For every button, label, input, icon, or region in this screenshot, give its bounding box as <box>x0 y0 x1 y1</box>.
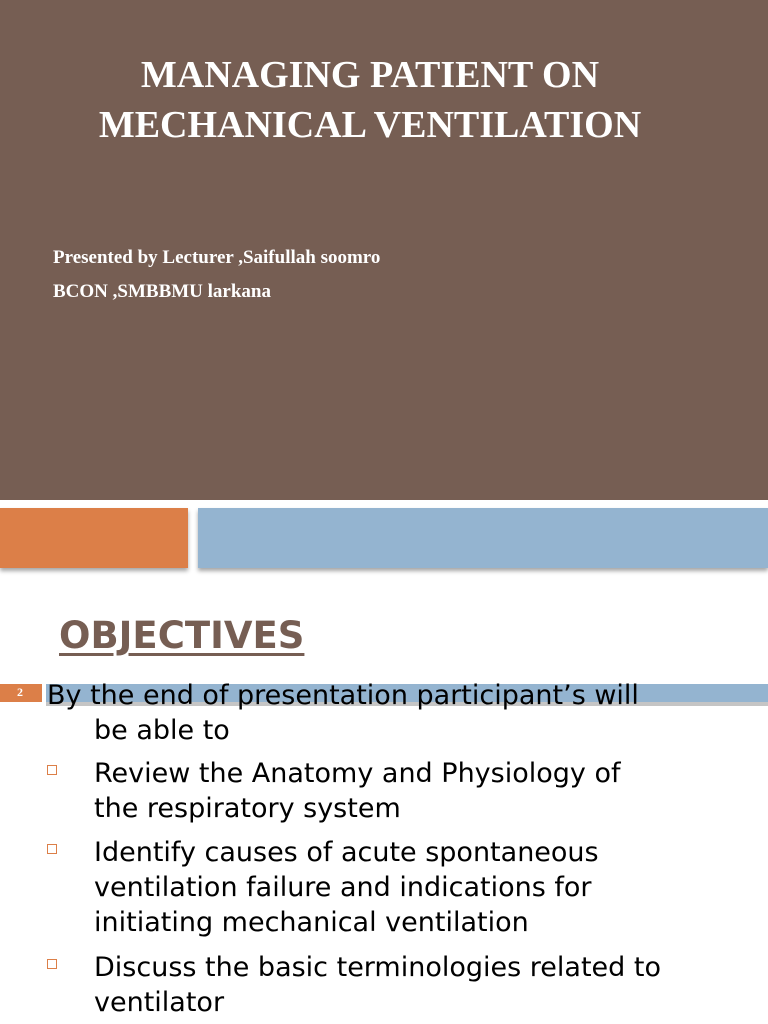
objectives-heading: OBJECTIVES <box>59 614 305 657</box>
presenter-text: Presented by Lecturer ,Saifullah soomro <box>53 247 381 268</box>
objective-2-line-3: initiating mechanical ventilation <box>94 907 529 938</box>
slide-number: 2 <box>17 685 23 699</box>
bullet-icon <box>47 765 57 775</box>
objective-1-line-1: Review the Anatomy and Physiology of <box>94 758 621 789</box>
bullet-icon <box>47 844 57 854</box>
bullet-icon <box>47 959 57 969</box>
objective-3-line-1: Discuss the basic terminologies related to <box>94 952 661 983</box>
intro-line-1: By the end of presentation participant’s will <box>47 680 639 711</box>
title-line-1: MANAGING PATIENT ON <box>140 54 600 96</box>
objective-2-line-2: ventilation failure and indications for <box>94 872 592 903</box>
blue-accent-bar <box>198 508 768 568</box>
orange-accent-bar <box>0 508 188 568</box>
objective-3-line-2: ventilator <box>94 987 225 1018</box>
slide-divider <box>0 500 768 508</box>
title-slide <box>0 0 768 500</box>
slide-title <box>0 50 740 150</box>
objective-1-line-2: the respiratory system <box>94 793 401 824</box>
intro-line-2: be able to <box>94 715 230 746</box>
title-line-2: MECHANICAL VENTILATION <box>98 104 642 146</box>
institution-text: BCON ,SMBBMU larkana <box>53 281 271 302</box>
objective-2-line-1: Identify causes of acute spontaneous <box>94 837 599 868</box>
